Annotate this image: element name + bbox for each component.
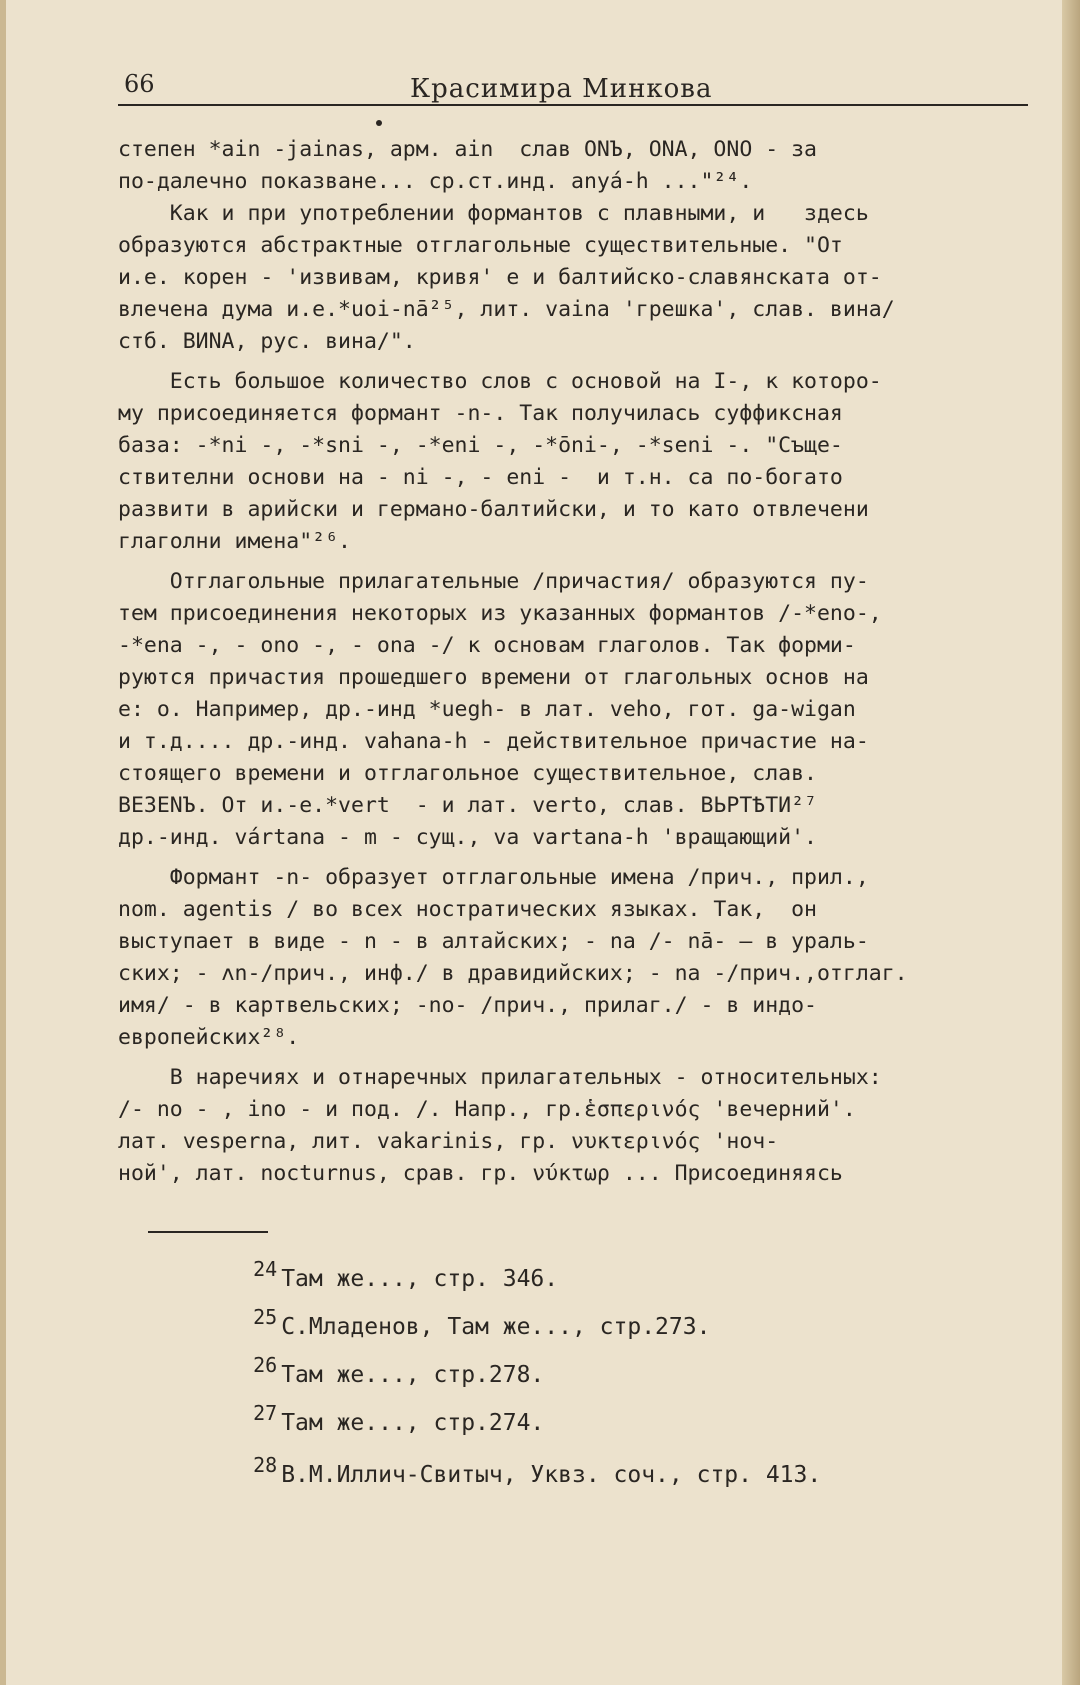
footnote	[170, 1436, 822, 1488]
text-line: Есть большое количество слов с основой на I-, к которо-	[118, 369, 882, 394]
text-line: /- no - , ino - и под. /. Напр., гр.ἑσπερινός 'вечерний'.	[118, 1097, 856, 1122]
footnote-rule	[148, 1231, 268, 1233]
text-line: др.-инд. vártana - m - сущ., va vartana-h 'вращающий'.	[118, 825, 817, 850]
footnote-number: 28	[253, 1453, 278, 1477]
text-line: nom. agentis / во всех ностратических языках. Так, он	[118, 897, 817, 922]
text-line: тем присоединения некоторых из указанных формантов /-*eno-,	[118, 601, 882, 626]
footnote-text: В.М.Иллич-Свитыч, Уквз. соч., стр. 413.	[281, 1462, 822, 1488]
text-line: -*ena -, - ono -, - ona -/ к основам глаголов. Так форми-	[118, 633, 856, 658]
text-line: В наречиях и отнаречных прилагательных - относительных:	[118, 1065, 882, 1090]
text-line: e: o. Например, др.-инд *uegh- в лат. veho, гот. ga-wigan	[118, 697, 856, 722]
page-number: 66	[124, 70, 155, 98]
footnote	[170, 1336, 545, 1388]
text-line: степен *ain -jainas, арм. ain слав ONЪ, ONA, ONO - за	[118, 137, 817, 162]
footnote-number: 24	[253, 1257, 278, 1281]
footnote-text: Там же..., стр. 346.	[281, 1266, 559, 1292]
text-line: стб. ВИNА, рус. вина/".	[118, 329, 416, 354]
text-line: и.е. корен - 'извивам, кривя' е и балтийско-славянската от-	[118, 265, 882, 290]
text-line: му присоединяется формант -n-. Так получилась суффиксная	[118, 401, 843, 426]
text-line: ВЕЗЕNЪ. От и.-е.*vert - и лат. verto, слав. ВЬРТѢТИ²⁷	[118, 793, 817, 818]
footnote-number: 27	[253, 1401, 278, 1425]
text-line: Отглагольные прилагательные /причастия/ образуются пу-	[118, 569, 869, 594]
text-line: база: -*ni -, -*sni -, -*eni -, -*ōni-, -*seni -. "Съще-	[118, 433, 843, 458]
text-line: ствителни основи на - ni -, - eni - и т.н. са по-богато	[118, 465, 843, 490]
footnote	[170, 1288, 711, 1340]
footnote	[170, 1240, 559, 1292]
footnote-text: Там же..., стр.274.	[281, 1410, 545, 1436]
text-line: европейских²⁸.	[118, 1025, 300, 1050]
text-line: ной', лат. nocturnus, срав. гр. νύκτωρ ... Присоединяясь	[118, 1161, 843, 1186]
text-line: по-далечно показване... ср.ст.инд. anyá-h ..."²⁴.	[118, 169, 753, 194]
page-right-edge	[1062, 0, 1080, 1685]
text-line: развити в арийски и германо-балтийски, и то като отвлечени	[118, 497, 869, 522]
footnote-text: С.Младенов, Там же..., стр.273.	[281, 1314, 711, 1340]
text-line: образуются абстрактные отглагольные существительные. "От	[118, 233, 843, 258]
text-line: выступает в виде - n - в алтайских; - na /- nā- — в ураль-	[118, 929, 869, 954]
footnote-number: 26	[253, 1353, 278, 1377]
text-line: и т.д.... др.-инд. vahana-h - действительное причастие на-	[118, 729, 869, 754]
text-line: ских; - ʌn-/прич., инф./ в дравидийских; - na -/прич.,отглаг.	[118, 961, 908, 986]
text-line: глаголни имена"²⁶.	[118, 529, 351, 554]
footnote-number: 25	[253, 1305, 278, 1329]
running-head: Красимира Минкова	[410, 74, 713, 104]
text-line: лат. vesperna, лит. vakarinis, гр. νυκτερινός 'ноч-	[118, 1129, 779, 1154]
text-line: влечена дума и.е.*uoi-nā²⁵, лит. vaina 'грешка', слав. вина/	[118, 297, 895, 322]
text-line: стоящего времени и отглагольное существительное, слав.	[118, 761, 817, 786]
page-left-edge	[0, 0, 6, 1685]
text-line: имя/ - в картвельских; -no- /прич., прилаг./ - в индо-	[118, 993, 817, 1018]
text-line: Формант -n- образует отглагольные имена /прич., прил.,	[118, 865, 869, 890]
footnote	[170, 1384, 545, 1436]
text-line: руются причастия прошедшего времени от глагольных основ на	[118, 665, 869, 690]
text-line: Как и при употреблении формантов с плавными, и здесь	[118, 201, 869, 226]
page-header	[118, 70, 1028, 106]
footnote-text: Там же..., стр.278.	[281, 1362, 545, 1388]
ink-mark	[376, 120, 382, 126]
